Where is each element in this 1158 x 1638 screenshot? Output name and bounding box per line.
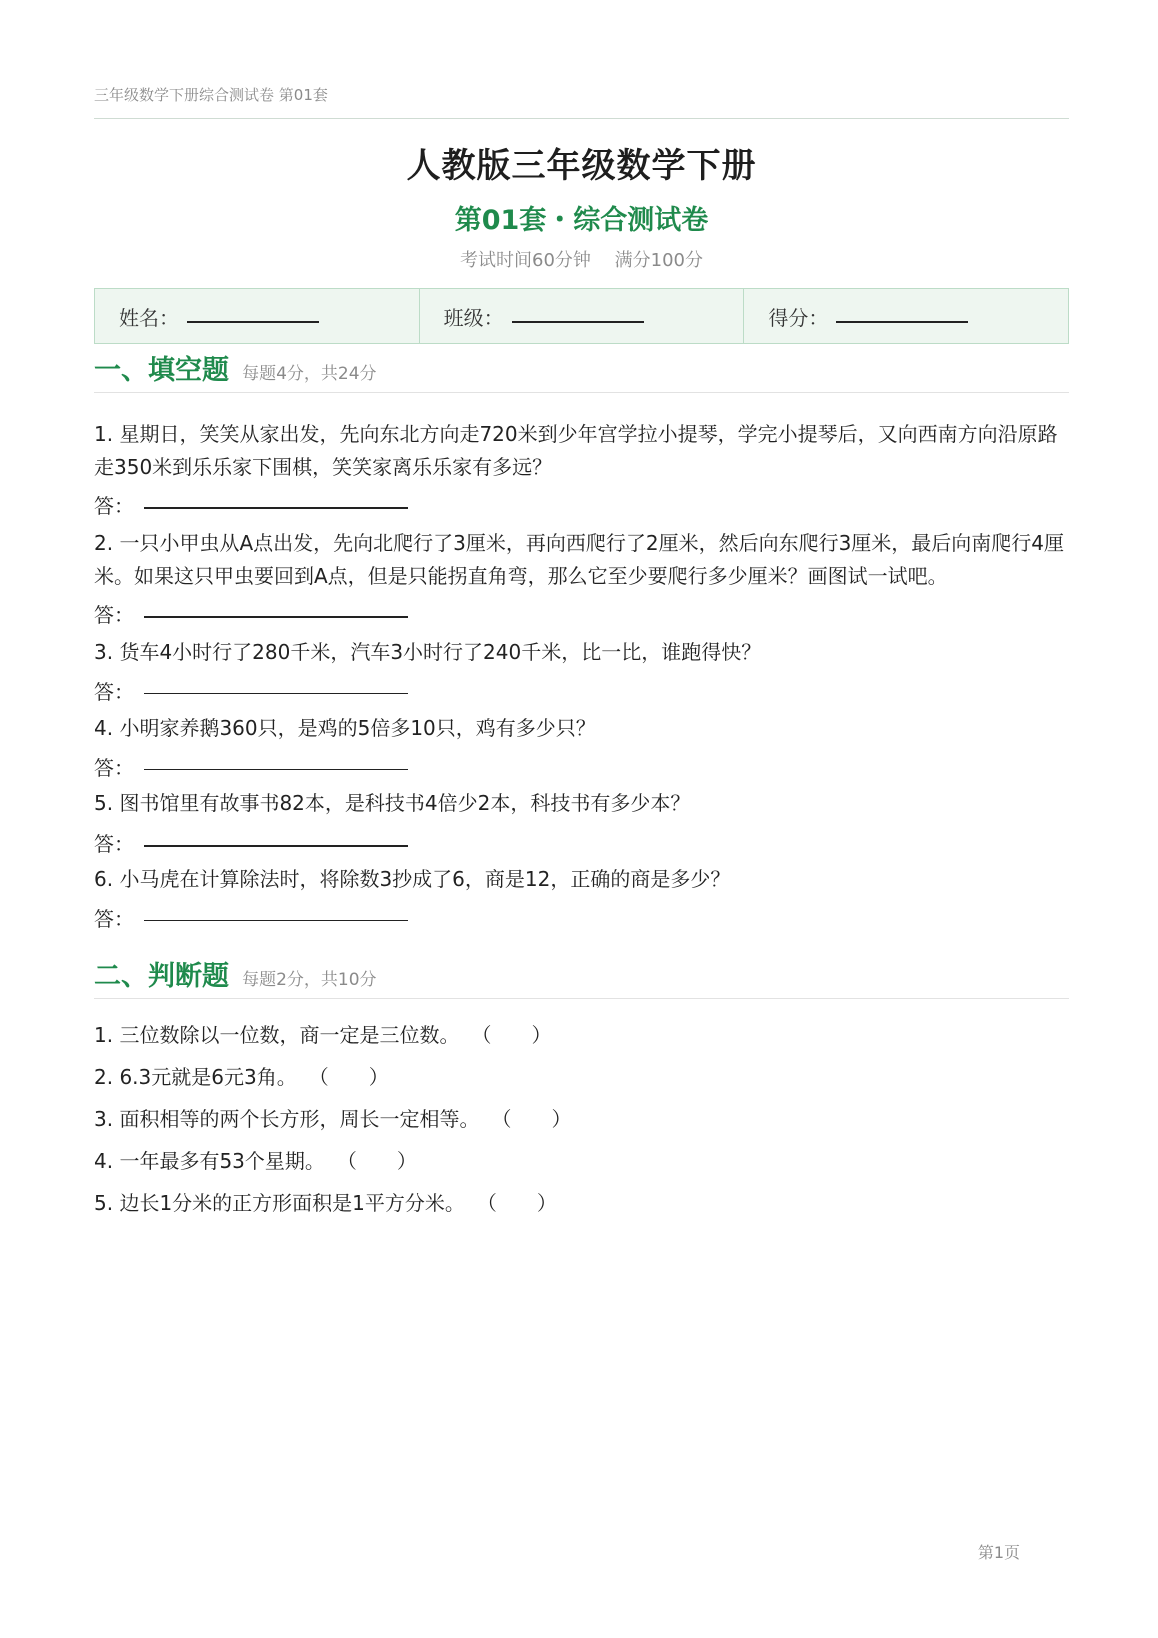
tf-answer-paren[interactable]: （ ） <box>501 1107 572 1131</box>
answer-label: 答： <box>94 603 134 627</box>
tf-statement: 4. 一年最多有53个星期。 <box>94 1149 325 1173</box>
section1-header <box>94 348 1069 393</box>
answer-row-3 <box>94 676 408 705</box>
answer-blank-4[interactable] <box>144 769 408 770</box>
answer-row-5 <box>94 828 408 857</box>
exam-full-score: 满分100分 <box>614 250 703 271</box>
section2-title: 二、判断题 <box>94 961 229 992</box>
answer-label: 答： <box>94 756 134 780</box>
tf-statement: 3. 面积相等的两个长方形，周长一定相等。 <box>94 1107 480 1131</box>
tf-item-1 <box>94 1019 551 1048</box>
answer-row-6 <box>94 903 408 932</box>
answer-label: 答： <box>94 832 134 856</box>
tf-answer-paren[interactable]: （ ） <box>481 1023 552 1047</box>
answer-blank-5[interactable] <box>144 845 408 847</box>
tf-item-4 <box>94 1145 417 1174</box>
answer-label: 答： <box>94 680 134 704</box>
page-subtitle: 第01套・综合测试卷 <box>454 205 709 236</box>
name-blank[interactable] <box>187 321 319 323</box>
exam-time: 考试时间60分钟 <box>460 250 591 271</box>
question-5: 5. 图书馆里有故事书82本，是科技书4倍少2本，科技书有多少本？ <box>94 791 691 815</box>
answer-blank-6[interactable] <box>144 920 408 921</box>
tf-answer-paren[interactable]: （ ） <box>486 1191 557 1215</box>
score-field[interactable] <box>744 289 1068 343</box>
tf-item-5 <box>94 1187 557 1216</box>
class-field[interactable] <box>420 289 745 343</box>
tf-answer-paren[interactable]: （ ） <box>346 1149 417 1173</box>
question-4: 4. 小明家养鹅360只，是鸡的5倍多10只，鸡有多少只？ <box>94 716 596 740</box>
answer-row-4 <box>94 752 408 781</box>
score-label: 得分： <box>768 305 829 330</box>
name-field[interactable] <box>95 289 420 343</box>
answer-label: 答： <box>94 494 134 518</box>
question-2: 2. 一只小甲虫从A点出发，先向北爬行了3厘米，再向西爬行了2厘米，然后向东爬行3厘米，最后向南爬行4厘米。如果这只甲虫要回到A点，但是只能拐直角弯，那么它至少要爬行多少厘米？画图试一试吧。 <box>94 531 1065 588</box>
answer-label: 答： <box>94 907 134 931</box>
header-rule <box>94 118 1069 119</box>
question-1: 1. 星期日，笑笑从家出发，先向东北方向走720米到少年宫学拉小提琴，学完小提琴后，又向西南方向沿原路走350米到乐乐家下围棋，笑笑家离乐乐家有多远？ <box>94 422 1058 479</box>
page-number: 第1页 <box>977 1543 1020 1562</box>
answer-row-2 <box>94 599 408 628</box>
tf-statement: 5. 边长1分米的正方形面积是1平方分米。 <box>94 1191 465 1215</box>
exam-meta <box>94 246 1069 272</box>
name-label: 姓名： <box>119 305 179 330</box>
class-label: 班级： <box>443 305 504 330</box>
tf-statement: 1. 三位数除以一位数，商一定是三位数。 <box>94 1023 460 1047</box>
section2-note: 每题2分，共10分 <box>242 970 377 990</box>
tf-item-2 <box>94 1061 389 1090</box>
question-3: 3. 货车4小时行了280千米，汽车3小时行了240千米，比一比，谁跑得快？ <box>94 640 762 664</box>
page-title: 人教版三年级数学下册 <box>406 146 757 186</box>
tf-answer-paren[interactable]: （ ） <box>318 1065 389 1089</box>
section2-header <box>94 954 1069 999</box>
answer-blank-2[interactable] <box>144 616 408 618</box>
answer-blank-1[interactable] <box>144 507 408 509</box>
tf-statement: 2. 6.3元就是6元3角。 <box>94 1065 297 1089</box>
score-blank[interactable] <box>836 321 968 323</box>
tf-item-3 <box>94 1103 571 1132</box>
student-info-box <box>94 288 1069 344</box>
answer-blank-3[interactable] <box>144 693 408 694</box>
running-header: 三年级数学下册综合测试卷 第01套 <box>94 86 328 104</box>
class-blank[interactable] <box>512 321 644 323</box>
section1-title: 一、填空题 <box>94 355 229 386</box>
section1-note: 每题4分，共24分 <box>242 364 377 384</box>
question-6: 6. 小马虎在计算除法时，将除数3抄成了6，商是12，正确的商是多少？ <box>94 867 731 891</box>
answer-row-1 <box>94 490 408 519</box>
